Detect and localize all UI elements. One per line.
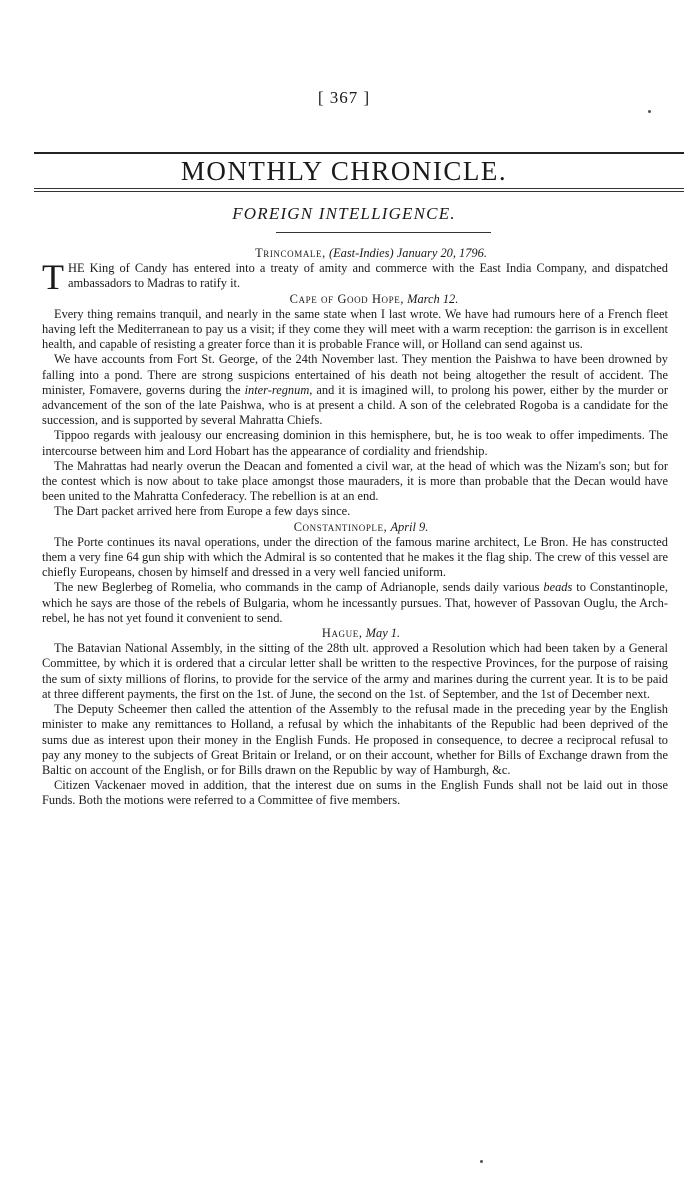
lead-text: HE King of Candy has entered into a treaty of amity and commerce with the East India Company, and dispatched ambassadors to Madras to ratify it. xyxy=(68,261,668,291)
lead-paragraph xyxy=(42,257,668,298)
print-speck xyxy=(480,1160,483,1163)
masthead-title: MONTHLY CHRONICLE. xyxy=(180,156,508,186)
dateline-date: March 12. xyxy=(407,291,459,306)
dateline-place: Trincomale, xyxy=(255,246,326,260)
masthead-rule-double xyxy=(34,191,684,192)
masthead-rule xyxy=(34,188,684,189)
dateline-place: Constantinople, xyxy=(293,519,388,534)
dateline-cape xyxy=(42,292,668,307)
dateline-constantinople xyxy=(42,520,668,535)
dateline-trincomale xyxy=(42,246,668,261)
dateline-hague xyxy=(42,626,668,641)
dateline-place: Cape of Good Hope, xyxy=(289,291,405,306)
page-number: [ 367 ] xyxy=(317,88,371,107)
top-rule xyxy=(34,152,684,154)
article-body xyxy=(42,246,668,809)
paragraph: The Porte continues its naval operations, under the direction of the famous marine architect, Le Bron. He has constructed them a very fine 64 gun ship with which the Admiral is so contented that he makes it the flag ship. The crew of this vessel are chiefly Europeans, chosen by himself and dressed in a very well fancied uniform. xyxy=(42,534,668,580)
section-title: FOREIGN INTELLIGENCE. xyxy=(232,204,456,223)
paragraph: The new Beglerbeg of Romelia, who commands in the camp of Adrianople, sends daily various beads to Constantinople, which he says are those of the rebels of Bulgaria, whom he incessantly pursues. That, however of Passovan Ouglu, the Arch-rebel, he has not yet found it convenient to send. xyxy=(42,580,668,625)
paragraph: The Dart packet arrived here from Europe a few days since. xyxy=(54,504,351,519)
drop-cap: T xyxy=(42,257,64,298)
print-speck xyxy=(648,110,651,113)
dateline-date: April 9. xyxy=(390,519,429,534)
paragraph: Tippoo regards with jealousy our encreasing dominion in this hemisphere, but, he is too weak to offer impediments. The intercourse between him and Lord Hobart has the appearance of cordiality and friendship. xyxy=(42,428,668,458)
paragraph: The Mahrattas had nearly overun the Deacan and fomented a civil war, at the head of which was the Nizam's son; but for the contest which is now about to take place amongst those mauraders, it is more than probable that the Decan would have been united to the Mahratta Confederacy. The rebellion is at an end. xyxy=(42,458,668,504)
dateline-place: Hague, xyxy=(321,626,363,641)
paragraph: Every thing remains tranquil, and nearly in the same state when I last wrote. We have had rumours here of a French fleet having left the Mediterranean to pay us a visit; if they come they will meet with a warm reception: the garrison is in excellent health, and capable of resisting a greater force than it is probable France will, or Holland can send against us. xyxy=(42,306,668,352)
paragraph: The Batavian National Assembly, in the sitting of the 28th ult. approved a Resolution which had been taken by a General Committee, by which it is ordered that a circular letter shall be written to the respective Provinces, for the purpose of raising the sum of sixty millions of florins, to provide for the service of the army and marines during the current year. It is to be paid at three different payments, the first on the 1st. of June, the second on the 1st. of September, and the 1st of December next. xyxy=(42,641,668,701)
dateline-date: May 1. xyxy=(365,626,401,641)
section-rule xyxy=(276,232,491,233)
dateline-parenthetical: (East-Indies) xyxy=(328,246,394,260)
paragraph: The Deputy Scheemer then called the attention of the Assembly to the refusal made in the preceding year by the English minister to make any remittances to Holland, a refusal by which the inhabitants of the Republic had been deprived of the sums due as interest upon their money in the English Funds. He proposed in consequence, to decree a reciprocal refusal to pay any money to the subjects of Great Britain or Ireland, or on their account, whether for Bills of Exchange drawn from the Baltic on account of the English, or for Bills drawn on the Republic by way of Hamburgh, &c. xyxy=(42,702,668,777)
paragraph: Citizen Vackenaer moved in addition, that the interest due on sums in the English Funds shall not be laid out in those Funds. Both the motions were referred to a Committee of five members. xyxy=(42,778,668,808)
paragraph: We have accounts from Fort St. George, of the 24th November last. They mention the Paishwa to have been drowned by falling into a pond. There are strong suspicions entertained of his death not being altogether the result of accident. The minister, Fomavere, governs during the inter-regnum, and it is imagined will, to prolong his power, either by the murder or advancement of the son of the late Paishwa, who is at present a child. A son of the celebrated Rogoba is a candidate for the succession, and is supported by several Mahratta Chiefs. xyxy=(42,352,668,428)
dateline-date: January 20, 1796. xyxy=(396,246,487,260)
